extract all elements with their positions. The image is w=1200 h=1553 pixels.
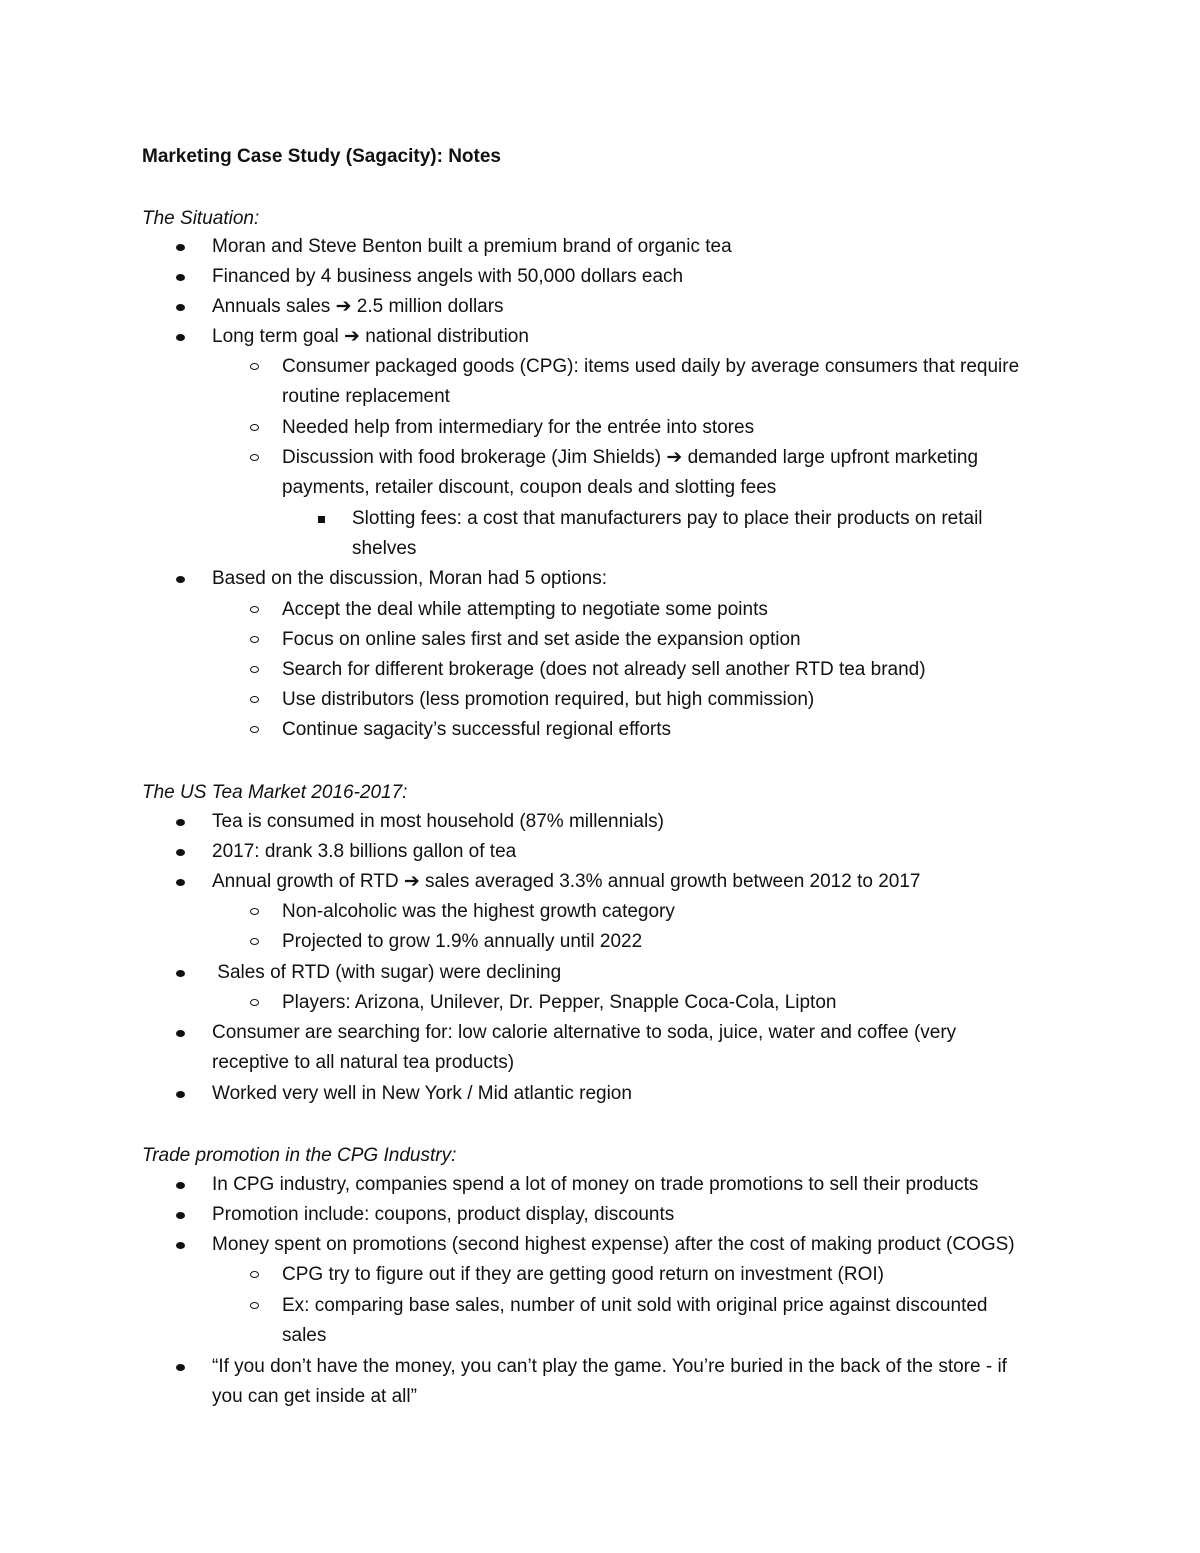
bullet-icon: [176, 1242, 185, 1249]
bullet-icon: [176, 849, 185, 856]
section-heading-us-tea-market: The US Tea Market 2016-2017:: [142, 782, 408, 803]
bullet-icon: [176, 879, 185, 886]
list-item: Moran and Steve Benton built a premium brand of organic tea: [212, 232, 1052, 262]
list-item: Ex: comparing base sales, number of unit sold with original price against discounted sales: [282, 1291, 1122, 1351]
list-item: Non-alcoholic was the highest growth category: [282, 897, 1122, 927]
list-item: Sales of RTD (with sugar) were declining: [212, 958, 1052, 988]
bullet-icon: [176, 970, 185, 977]
square-bullet-icon: [318, 516, 325, 523]
circle-bullet-icon: [250, 696, 259, 703]
bullet-icon: [176, 1212, 185, 1219]
list-item: In CPG industry, companies spend a lot of money on trade promotions to sell their products: [212, 1170, 1052, 1200]
list-item: CPG try to figure out if they are getting good return on investment (ROI): [282, 1260, 1122, 1290]
list-item: Annuals sales ➔ 2.5 million dollars: [212, 292, 1052, 322]
list-item: Annual growth of RTD ➔ sales averaged 3.3% annual growth between 2012 to 2017: [212, 867, 1052, 897]
bullet-icon: [176, 304, 185, 311]
list-item: Slotting fees: a cost that manufacturers pay to place their products on retail shelves: [352, 504, 1052, 564]
bullet-icon: [176, 1182, 185, 1189]
list-item: Tea is consumed in most household (87% millennials): [212, 807, 1052, 837]
circle-bullet-icon: [250, 636, 259, 643]
circle-bullet-icon: [250, 666, 259, 673]
bullet-icon: [176, 334, 185, 341]
list-item: Long term goal ➔ national distribution: [212, 322, 1052, 352]
circle-bullet-icon: [250, 424, 259, 431]
section-heading-trade-promotion: Trade promotion in the CPG Industry:: [142, 1145, 457, 1166]
list-item: Based on the discussion, Moran had 5 options:: [212, 564, 1052, 594]
bullet-icon: [176, 244, 185, 251]
list-item: Money spent on promotions (second highest expense) after the cost of making product (COGS): [212, 1230, 1052, 1260]
list-item: Worked very well in New York / Mid atlantic region: [212, 1079, 1052, 1109]
list-item: Needed help from intermediary for the entrée into stores: [282, 413, 1122, 443]
list-item: Continue sagacity’s successful regional efforts: [282, 715, 1122, 745]
list-item: Promotion include: coupons, product display, discounts: [212, 1200, 1052, 1230]
circle-bullet-icon: [250, 938, 259, 945]
list-item: 2017: drank 3.8 billions gallon of tea: [212, 837, 1052, 867]
list-item: Use distributors (less promotion required, but high commission): [282, 685, 1122, 715]
circle-bullet-icon: [250, 1271, 259, 1278]
circle-bullet-icon: [250, 606, 259, 613]
bullet-icon: [176, 1364, 185, 1371]
list-item: Consumer are searching for: low calorie alternative to soda, juice, water and coffee (very receptive to all natural tea products): [212, 1018, 1052, 1078]
bullet-icon: [176, 274, 185, 281]
list-item: Players: Arizona, Unilever, Dr. Pepper, Snapple Coca-Cola, Lipton: [282, 988, 1122, 1018]
circle-bullet-icon: [250, 726, 259, 733]
bullet-icon: [176, 576, 185, 583]
circle-bullet-icon: [250, 999, 259, 1006]
list-item: Discussion with food brokerage (Jim Shields) ➔ demanded large upfront marketing payments, retailer discount, coupon deals and slotting fees: [282, 443, 1122, 503]
circle-bullet-icon: [250, 908, 259, 915]
circle-bullet-icon: [250, 454, 259, 461]
list-item: Consumer packaged goods (CPG): items used daily by average consumers that require routine replacement: [282, 352, 1122, 412]
bullet-icon: [176, 819, 185, 826]
list-item: Financed by 4 business angels with 50,000 dollars each: [212, 262, 1052, 292]
list-item: Search for different brokerage (does not already sell another RTD tea brand): [282, 655, 1122, 685]
section-heading-situation: The Situation:: [142, 208, 260, 229]
list-item: Accept the deal while attempting to negotiate some points: [282, 595, 1122, 625]
bullet-icon: [176, 1030, 185, 1037]
bullet-icon: [176, 1091, 185, 1098]
list-item: “If you don’t have the money, you can’t play the game. You’re buried in the back of the store - if you can get inside at all”: [212, 1352, 1052, 1412]
list-item: Focus on online sales first and set aside the expansion option: [282, 625, 1122, 655]
circle-bullet-icon: [250, 1302, 259, 1309]
list-item: Projected to grow 1.9% annually until 2022: [282, 927, 1122, 957]
circle-bullet-icon: [250, 363, 259, 370]
document-title: Marketing Case Study (Sagacity): Notes: [142, 146, 501, 167]
